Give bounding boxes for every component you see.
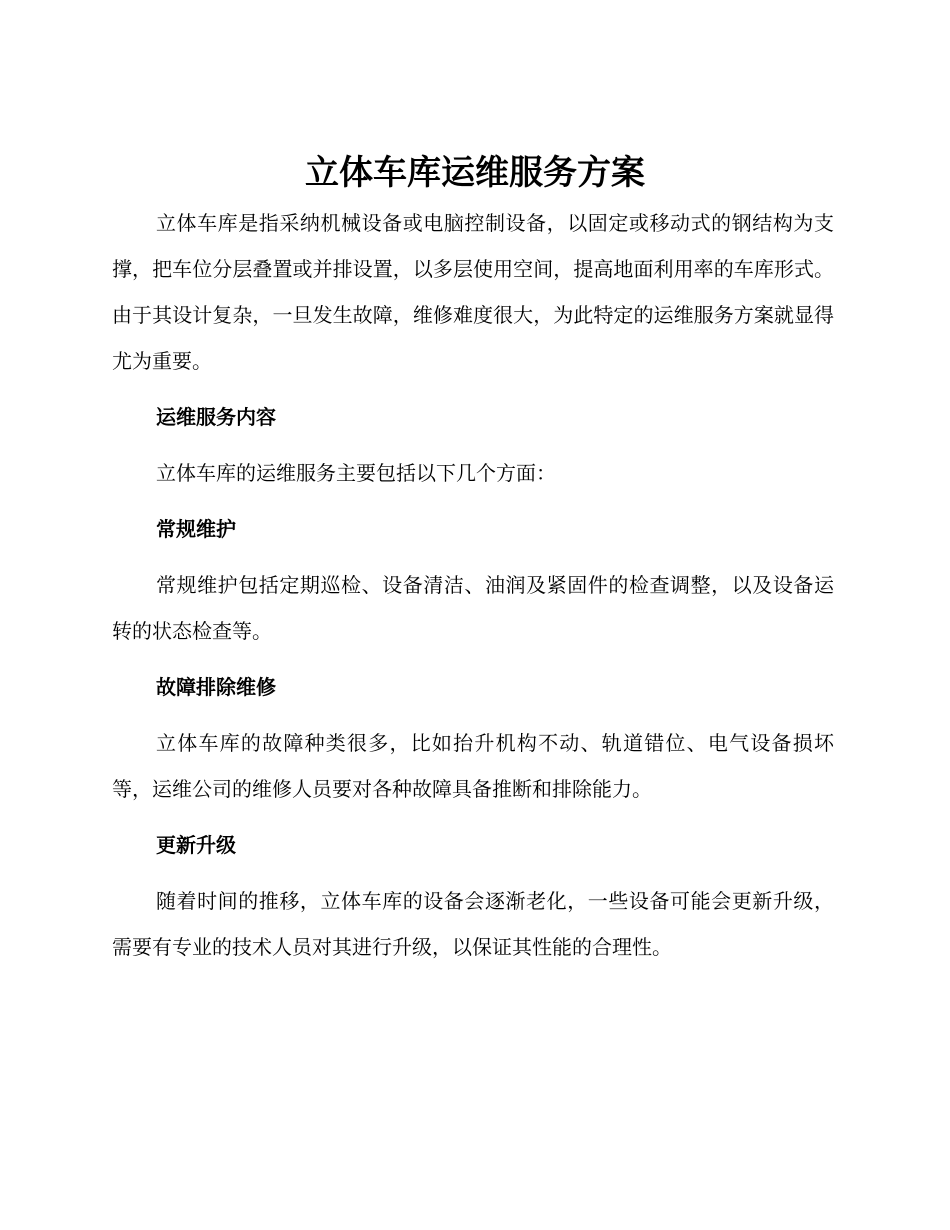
- section-paragraph-fault-repair: 立体车库的故障种类很多，比如抬升机构不动、轨道错位、电气设备损坏等，运维公司的维修人员要对各种故障具备推断和排除能力。: [112, 731, 834, 801]
- section-paragraph-upgrade: 随着时间的推移，立体车库的设备会逐渐老化，一些设备可能会更新升级，需要有专业的技术人员对其进行升级，以保证其性能的合理性。: [112, 889, 834, 959]
- section-heading-routine-maintenance: 常规维护: [156, 517, 236, 541]
- section-heading-fault-repair: 故障排除维修: [156, 675, 276, 699]
- section-paragraph-service-content: 立体车库的运维服务主要包括以下几个方面：: [156, 461, 556, 485]
- section-heading-upgrade: 更新升级: [156, 833, 236, 857]
- intro-paragraph: 立体车库是指采纳机械设备或电脑控制设备，以固定或移动式的钢结构为支撑，把车位分层叠置或并排设置，以多层使用空间，提高地面利用率的车库形式。由于其设计复杂，一旦发生故障，维修难度很大，为此特定的运维服务方案就显得尤为重要。: [112, 211, 834, 373]
- document-title: 立体车库运维服务方案: [305, 153, 645, 193]
- document-body: [112, 200, 834, 980]
- section-paragraph-routine-maintenance: 常规维护包括定期巡检、设备清洁、油润及紧固件的检查调整，以及设备运转的状态检查等。: [112, 573, 834, 643]
- section-heading-service-content: 运维服务内容: [156, 405, 276, 429]
